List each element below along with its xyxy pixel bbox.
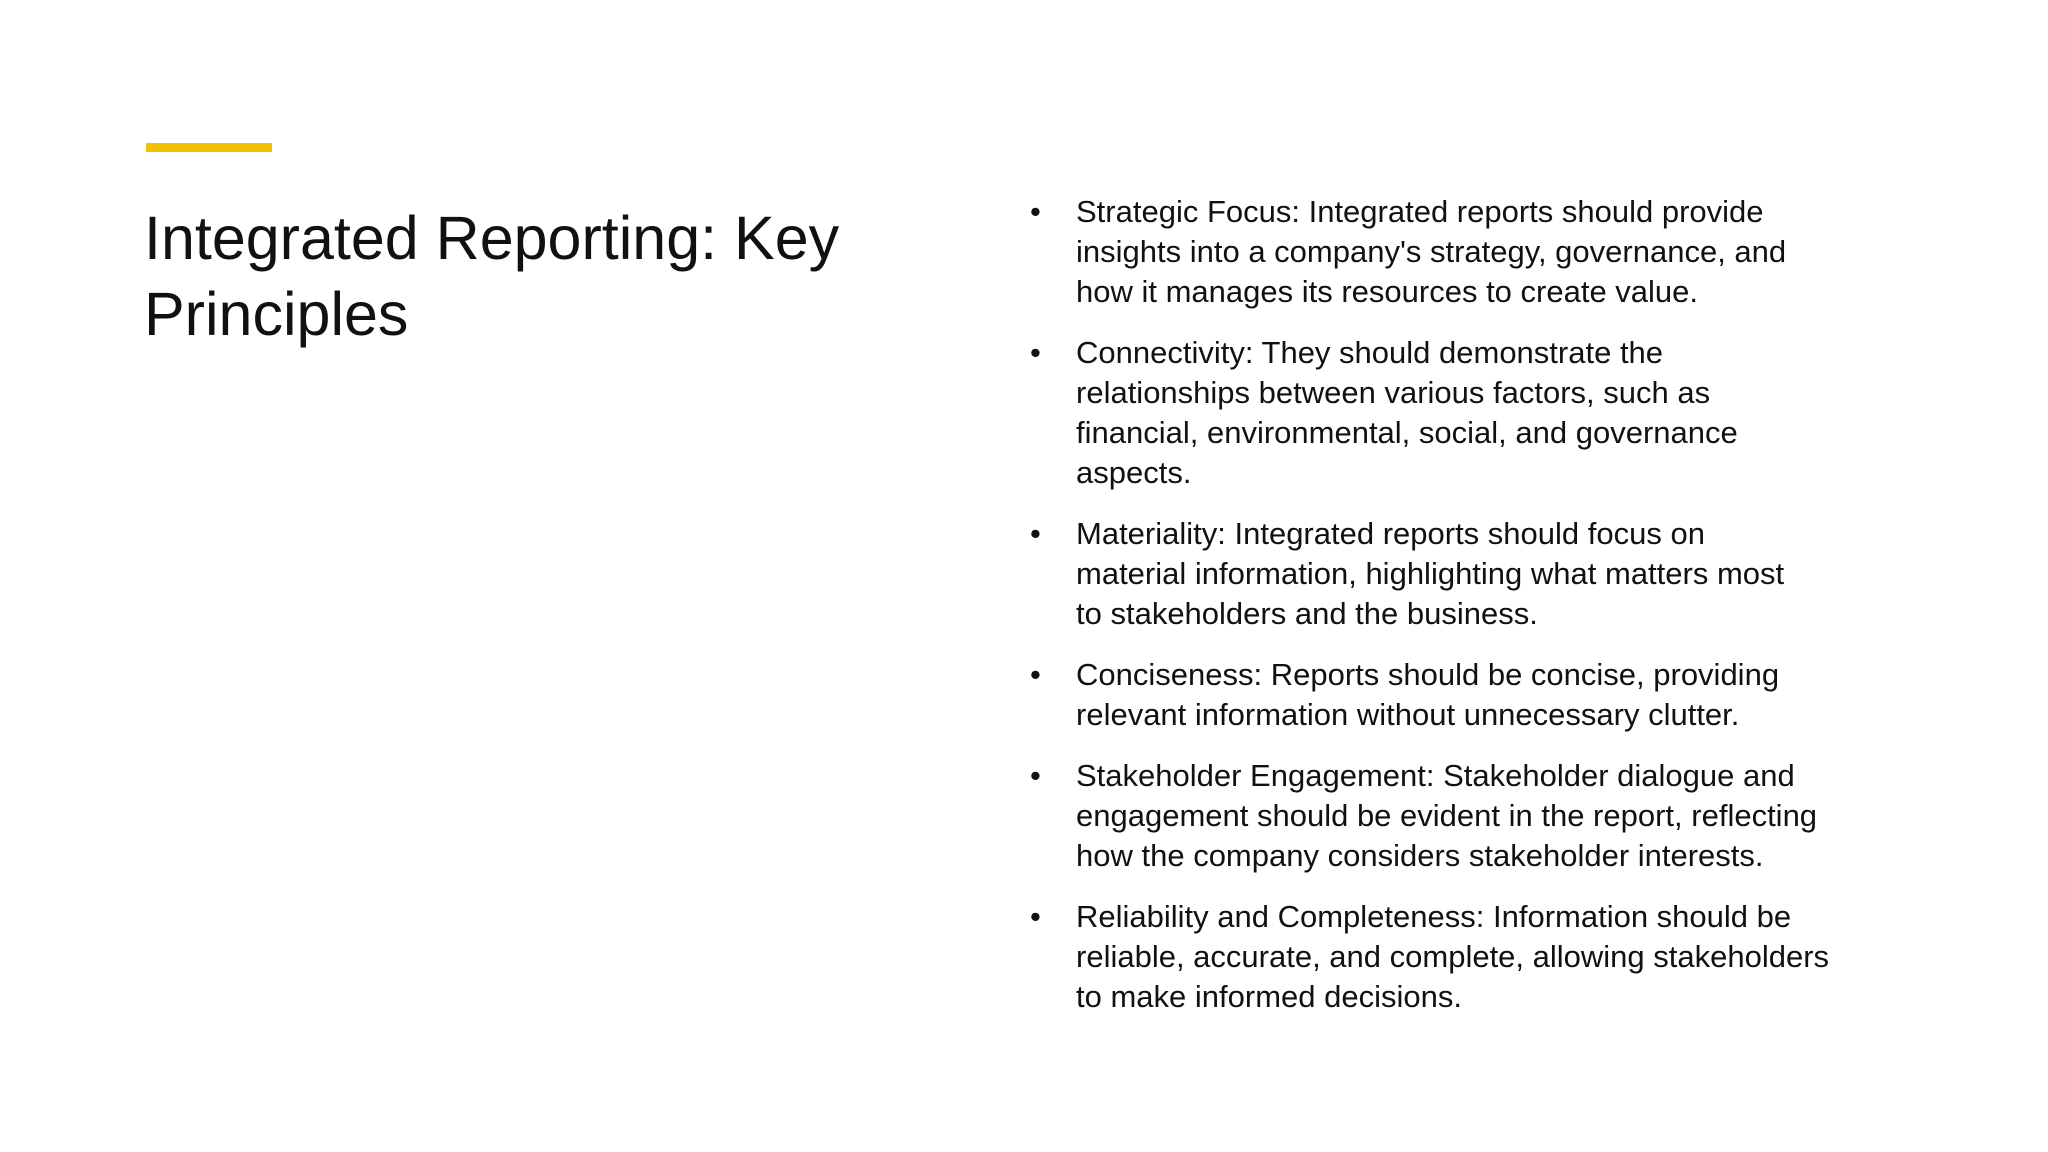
bullet-symbol: • xyxy=(1030,657,1041,692)
bullet-line: Reliability and Completeness: Information should be xyxy=(1076,899,1792,934)
bullet-line: how it manages its resources to create value. xyxy=(1076,274,1699,309)
bullet-item-strategic-focus xyxy=(1030,192,1930,312)
bullet-item-materiality xyxy=(1030,514,1930,634)
bullet-line: reliable, accurate, and complete, allowing stakeholders xyxy=(1076,939,1830,974)
bullet-line: Materiality: Integrated reports should focus on xyxy=(1076,516,1705,551)
bullet-item-stakeholder-engagement xyxy=(1030,756,1930,876)
bullet-line: material information, highlighting what matters most xyxy=(1076,556,1785,591)
bullet-item-connectivity xyxy=(1030,333,1930,493)
bullet-line: Stakeholder Engagement: Stakeholder dialogue and xyxy=(1076,758,1795,793)
bullet-line: Strategic Focus: Integrated reports should provide xyxy=(1076,194,1764,229)
title-accent-bar xyxy=(146,143,272,152)
bullet-line: to make informed decisions. xyxy=(1076,979,1462,1014)
bullet-line: how the company considers stakeholder interests. xyxy=(1076,838,1764,873)
bullet-line: to stakeholders and the business. xyxy=(1076,596,1538,631)
bullet-line: financial, environmental, social, and governance xyxy=(1076,415,1738,450)
bullet-symbol: • xyxy=(1030,335,1041,370)
bullet-list xyxy=(1030,192,1930,1038)
bullet-line: aspects. xyxy=(1076,455,1192,490)
bullet-symbol: • xyxy=(1030,516,1041,551)
bullet-symbol: • xyxy=(1030,899,1041,934)
slide-title xyxy=(144,200,904,352)
bullet-symbol: • xyxy=(1030,194,1041,229)
bullet-item-reliability-completeness xyxy=(1030,897,1930,1017)
bullet-item-conciseness xyxy=(1030,655,1930,735)
bullet-line: relevant information without unnecessary clutter. xyxy=(1076,697,1740,732)
bullet-line: insights into a company's strategy, governance, and xyxy=(1076,234,1787,269)
slide-title-line-2: Principles xyxy=(144,280,409,348)
bullet-line: engagement should be evident in the report, reflecting xyxy=(1076,798,1818,833)
bullet-line: Connectivity: They should demonstrate the xyxy=(1076,335,1664,370)
bullet-line: Conciseness: Reports should be concise, providing xyxy=(1076,657,1780,692)
slide-title-line-1: Integrated Reporting: Key xyxy=(144,204,840,272)
bullet-line: relationships between various factors, such as xyxy=(1076,375,1711,410)
bullet-symbol: • xyxy=(1030,758,1041,793)
